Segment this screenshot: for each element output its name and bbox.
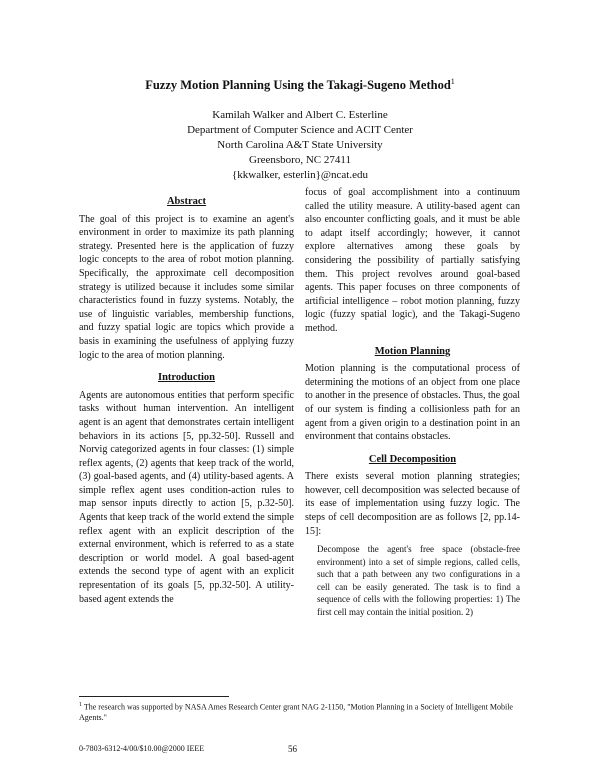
- abstract-text: The goal of this project is to examine an agent's environment in order to maximize its path planning strategy. Presented here is the application of fuzzy logic concepts to the area of robot motion planning. Specifically, the approximate cell decomposition strategy is utilized because it includes some similar characteristics found in fuzzy systems. Notably, the use of linguistic variables, membership functions, and fuzzy spatial logic are topics which provide a basis in examining the usefulness of applying fuzzy logic to the area of motion planning.: [79, 213, 294, 361]
- footnote-text: The research was supported by NASA Ames Research Center grant NAG 2-1150, "Motion Planning in a Society of Intelligent Mobile Agents.": [79, 702, 513, 722]
- cell-decomposition-heading: Cell Decomposition: [368, 453, 457, 465]
- introduction-text: Agents are autonomous entities that perform specific tasks without human intervention. An intelligent agent is an agent that demonstrates certain intelligent behaviors in its actions [5, pp.32-50]. Russell and Norvig categorized agents in four classes: (1) simple reflex agents, (2) agents that keep track of the world, (3) goal-based agents, and (4) utility-based agents. A simple reflex agent uses condition-action rules to map sensor inputs directly to action [5, p.32-50]. Agents that keep track of the world extend the simple reflex agent with an explicit description of the external environment, which is referred to as a state description or world model. A goal based-agent extends the second type of agent with an explicit representation of its goals [5, pp.32-50]. A utility-based agent extends the: [79, 389, 294, 605]
- footnote-mark: 1: [79, 702, 82, 708]
- paper-title: [60, 77, 540, 93]
- location: Greensboro, NC 27411: [249, 154, 351, 166]
- author-names: Kamilah Walker and Albert C. Esterline: [212, 109, 388, 121]
- author-block: [100, 108, 500, 183]
- cell-decomposition-text: There exists several motion planning strategies; however, cell decomposition was selected because of its ease of implementation using fuzzy logic. The steps of cell decomposition are as follows [2, pp.14-15]:: [305, 471, 520, 537]
- cell-decomposition-step: Decompose the agent's free space (obstacle-free environment) into a set of simple regions, called cells, such that a path between any two configurations in a cell can be easily generated. The task is to find a sequence of cells with the following properties: 1) The first cell may contain the initial position. 2): [317, 544, 520, 617]
- introduction-heading: Introduction: [158, 372, 215, 384]
- left-column: [79, 195, 294, 606]
- title-footnote-mark: 1: [450, 77, 455, 86]
- abstract-heading: Abstract: [166, 196, 207, 207]
- title-text: Fuzzy Motion Planning Using the Takagi-Sugeno Method: [145, 78, 451, 93]
- emails: {kkwalker, esterlin}@ncat.edu: [231, 169, 368, 181]
- motion-planning-heading: Motion Planning: [374, 345, 451, 357]
- motion-planning-text: Motion planning is the computational process of determining the motions of an object from one place to another in the presence of obstacles. Thus, the goal of our system is finding a collisionless path for an agent from a given origin to a destination point in an environment that contains obstacles.: [305, 363, 520, 443]
- page-number: 56: [288, 744, 297, 754]
- isbn-line: 0-7803-6312-4/00/$10.00@2000 IEEE: [79, 744, 205, 753]
- footnote-divider: [79, 696, 229, 697]
- right-column: [305, 186, 520, 618]
- university: North Carolina A&T State University: [217, 139, 383, 151]
- footnote: [79, 700, 529, 723]
- department: Department of Computer Science and ACIT Center: [187, 124, 413, 136]
- intro-continued-text: focus of goal accomplishment into a continuum called the utility measure. A utility-based agent can also encounter conflicting goals, and it must be able to adapt itself accordingly; however, it cannot explore alternatives among these goals by considering the possibility of partially satisfying them. This project revolves around goal-based agents. This paper focuses on three components of artificial intelligence – robot motion planning, fuzzy logic (fuzzy spatial logic), and the Takagi-Sugeno method.: [305, 187, 520, 334]
